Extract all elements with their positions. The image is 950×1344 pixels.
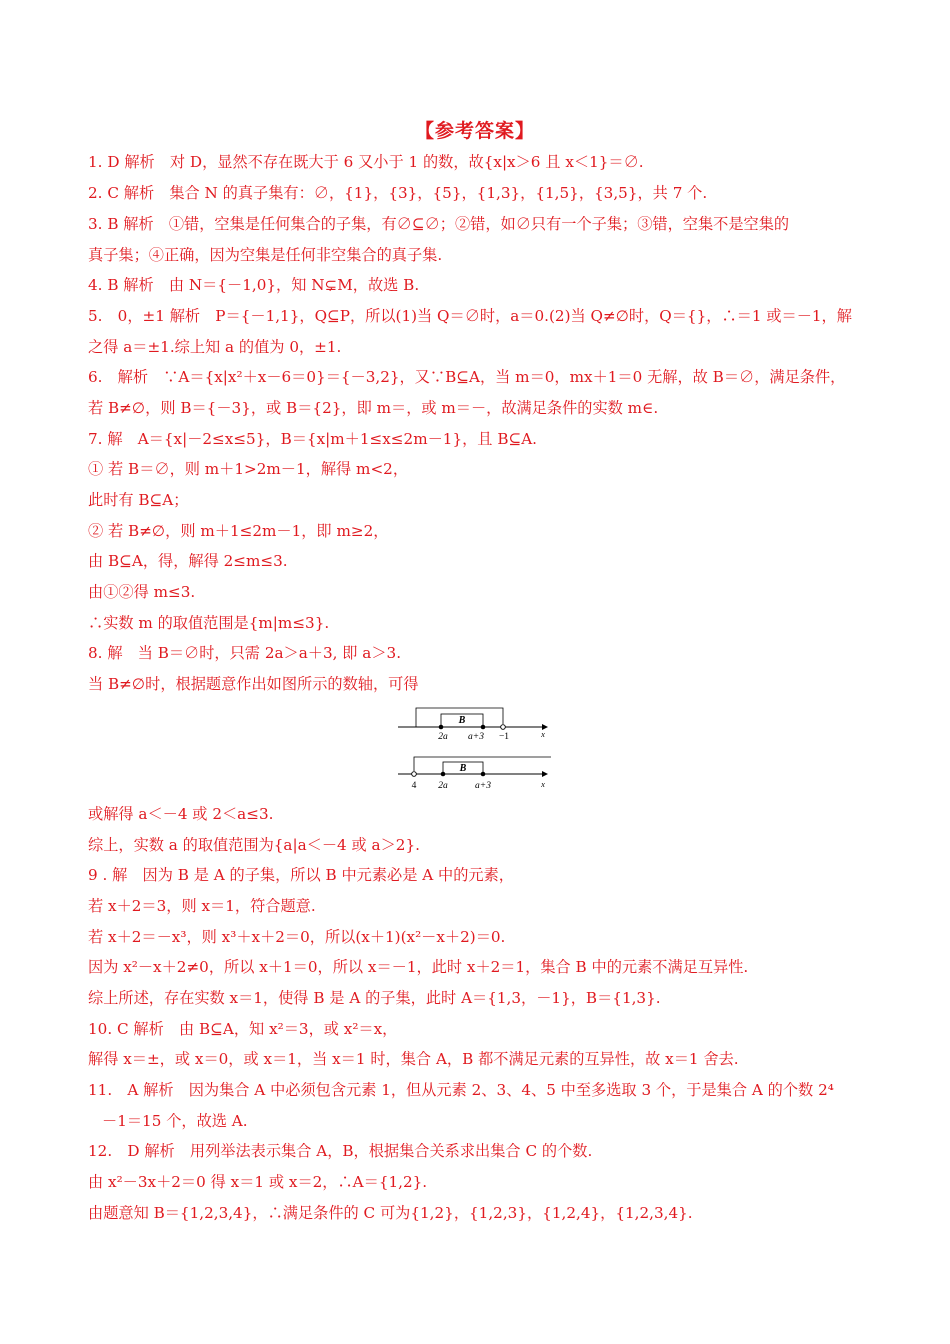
answer-line-9-a: 若 x＋2＝3，则 x＝1，符合题意. — [88, 897, 316, 915]
answer-line-9: 9 . 解 因为 B 是 A 的子集，所以 B 中元素必是 A 中的元素， — [88, 866, 514, 884]
page-title: 【参考答案】 — [414, 120, 535, 142]
answer-line-7-c: ② 若 B≠∅，则 m＋1≤2m－1，即 m≥2， — [88, 522, 389, 540]
number-line-figure-2 — [396, 753, 552, 795]
answer-line-6: 6. 解析 ∵A＝{x|x²＋x－6＝0}＝{－3,2}，又∵B⊆A，当 m＝0，mx＋1＝0 无解，故 B＝∅，满足条件， — [88, 368, 846, 386]
answer-line-2: 2. C 解析 集合 N 的真子集有：∅，{1}，{3}，{5}，{1,3}，{1,5}，{3,5}，共 7 个. — [88, 184, 708, 202]
answer-line-9-c: 因为 x²－x＋2≠0，所以 x＋1＝0，所以 x＝－1，此时 x＋2＝1，集合 B 中的元素不满足互异性. — [88, 958, 749, 976]
answer-line-11-cont: －1＝15 个，故选 A. — [102, 1112, 248, 1130]
answer-line-8-b: 或解得 a＜－4 或 2＜a≤3. — [88, 805, 274, 823]
fig2-label-2a: 2a — [438, 781, 448, 791]
fig1-label-b: B — [458, 715, 466, 726]
fig2-label-4: 4 — [411, 781, 417, 791]
answer-line-5: 5. 0，±1 解析 P＝{－1,1}，Q⊆P，所以(1)当 Q＝∅时，a＝0.(2)当 Q≠∅时，Q＝{}，∴＝1 或＝－1，解 — [88, 307, 852, 325]
number-line-figure-1 — [396, 703, 552, 745]
answer-line-3-cont: 真子集；④正确，因为空集是任何非空集合的真子集. — [88, 246, 443, 264]
answer-line-7-a: ① 若 B＝∅，则 m＋1>2m－1，解得 m<2， — [88, 460, 409, 478]
answer-line-6-cont: 若 B≠∅，则 B＝{－3}，或 B＝{2}，即 m＝，或 m＝－，故满足条件的实数 m∈. — [88, 399, 659, 417]
answer-line-7: 7. 解 A＝{x|－2≤x≤5}，B＝{x|m＋1≤x≤2m－1}，且 B⊆A. — [88, 430, 537, 448]
answer-line-7-d: 由 B⊆A，得，解得 2≤m≤3. — [88, 552, 288, 570]
answer-line-10-a: 解得 x＝±，或 x＝0，或 x＝1，当 x＝1 时，集合 A，B 都不满足元素的互异性，故 x＝1 舍去. — [88, 1050, 739, 1068]
answer-line-7-b: 此时有 B⊆A； — [88, 491, 189, 509]
fig2-label-a3: a+3 — [475, 781, 491, 791]
answer-line-3: 3. B 解析 ①错，空集是任何集合的子集，有∅⊆∅；②错，如∅只有一个子集；③错，空集不是空集的 — [88, 215, 790, 233]
fig2-label-b: B — [459, 763, 467, 774]
fig1-label-x: x — [541, 729, 545, 739]
fig2-label-x: x — [541, 779, 545, 789]
answer-line-12-b: 由题意知 B＝{1,2,3,4}，∴满足条件的 C 可为{1,2}，{1,2,3}，{1,2,4}，{1,2,3,4}. — [88, 1204, 693, 1222]
answer-line-8: 8. 解 当 B＝∅时，只需 2a＞a＋3, 即 a＞3. — [88, 644, 402, 662]
answer-line-12-a: 由 x²－3x＋2＝0 得 x＝1 或 x＝2，∴A＝{1,2}. — [88, 1173, 428, 1191]
answer-line-12: 12. D 解析 用列举法表示集合 A，B，根据集合关系求出集合 C 的个数. — [88, 1142, 593, 1160]
answer-line-8-a: 当 B≠∅时，根据题意作出如图所示的数轴，可得 — [88, 675, 419, 693]
fig1-label-a3: a+3 — [468, 732, 484, 742]
answer-line-10: 10. C 解析 由 B⊆A，知 x²＝3，或 x²＝x， — [88, 1020, 398, 1038]
answer-line-9-b: 若 x＋2＝－x³，则 x³＋x＋2＝0，所以(x＋1)(x²－x＋2)＝0. — [88, 928, 506, 946]
fig1-label-neg1: −1 — [498, 732, 510, 742]
answer-line-11: 11. A 解析 因为集合 A 中必须包含元素 1，但从元素 2、3、4、5 中至多选取 3 个，于是集合 A 的个数 2⁴ — [88, 1081, 834, 1099]
answer-line-5-cont: 之得 a＝±1.综上知 a 的值为 0，±1. — [88, 338, 342, 356]
answer-line-1: 1. D 解析 对 D，显然不存在既大于 6 又小于 1 的数，故{x|x＞6 且 x＜1}＝∅. — [88, 153, 644, 171]
answer-line-7-e: 由①②得 m≤3. — [88, 583, 196, 601]
answer-line-8-c: 综上，实数 a 的取值范围为{a|a＜－4 或 a＞2}. — [88, 836, 420, 854]
answer-line-4: 4. B 解析 由 N＝{－1,0}，知 N⊊M，故选 B. — [88, 276, 420, 294]
answer-line-9-d: 综上所述，存在实数 x＝1，使得 B 是 A 的子集，此时 A＝{1,3，－1}，B＝{1,3}. — [88, 989, 661, 1007]
answer-line-7-f: ∴实数 m 的取值范围是{m|m≤3}. — [88, 614, 330, 632]
fig1-label-2a: 2a — [438, 732, 448, 742]
